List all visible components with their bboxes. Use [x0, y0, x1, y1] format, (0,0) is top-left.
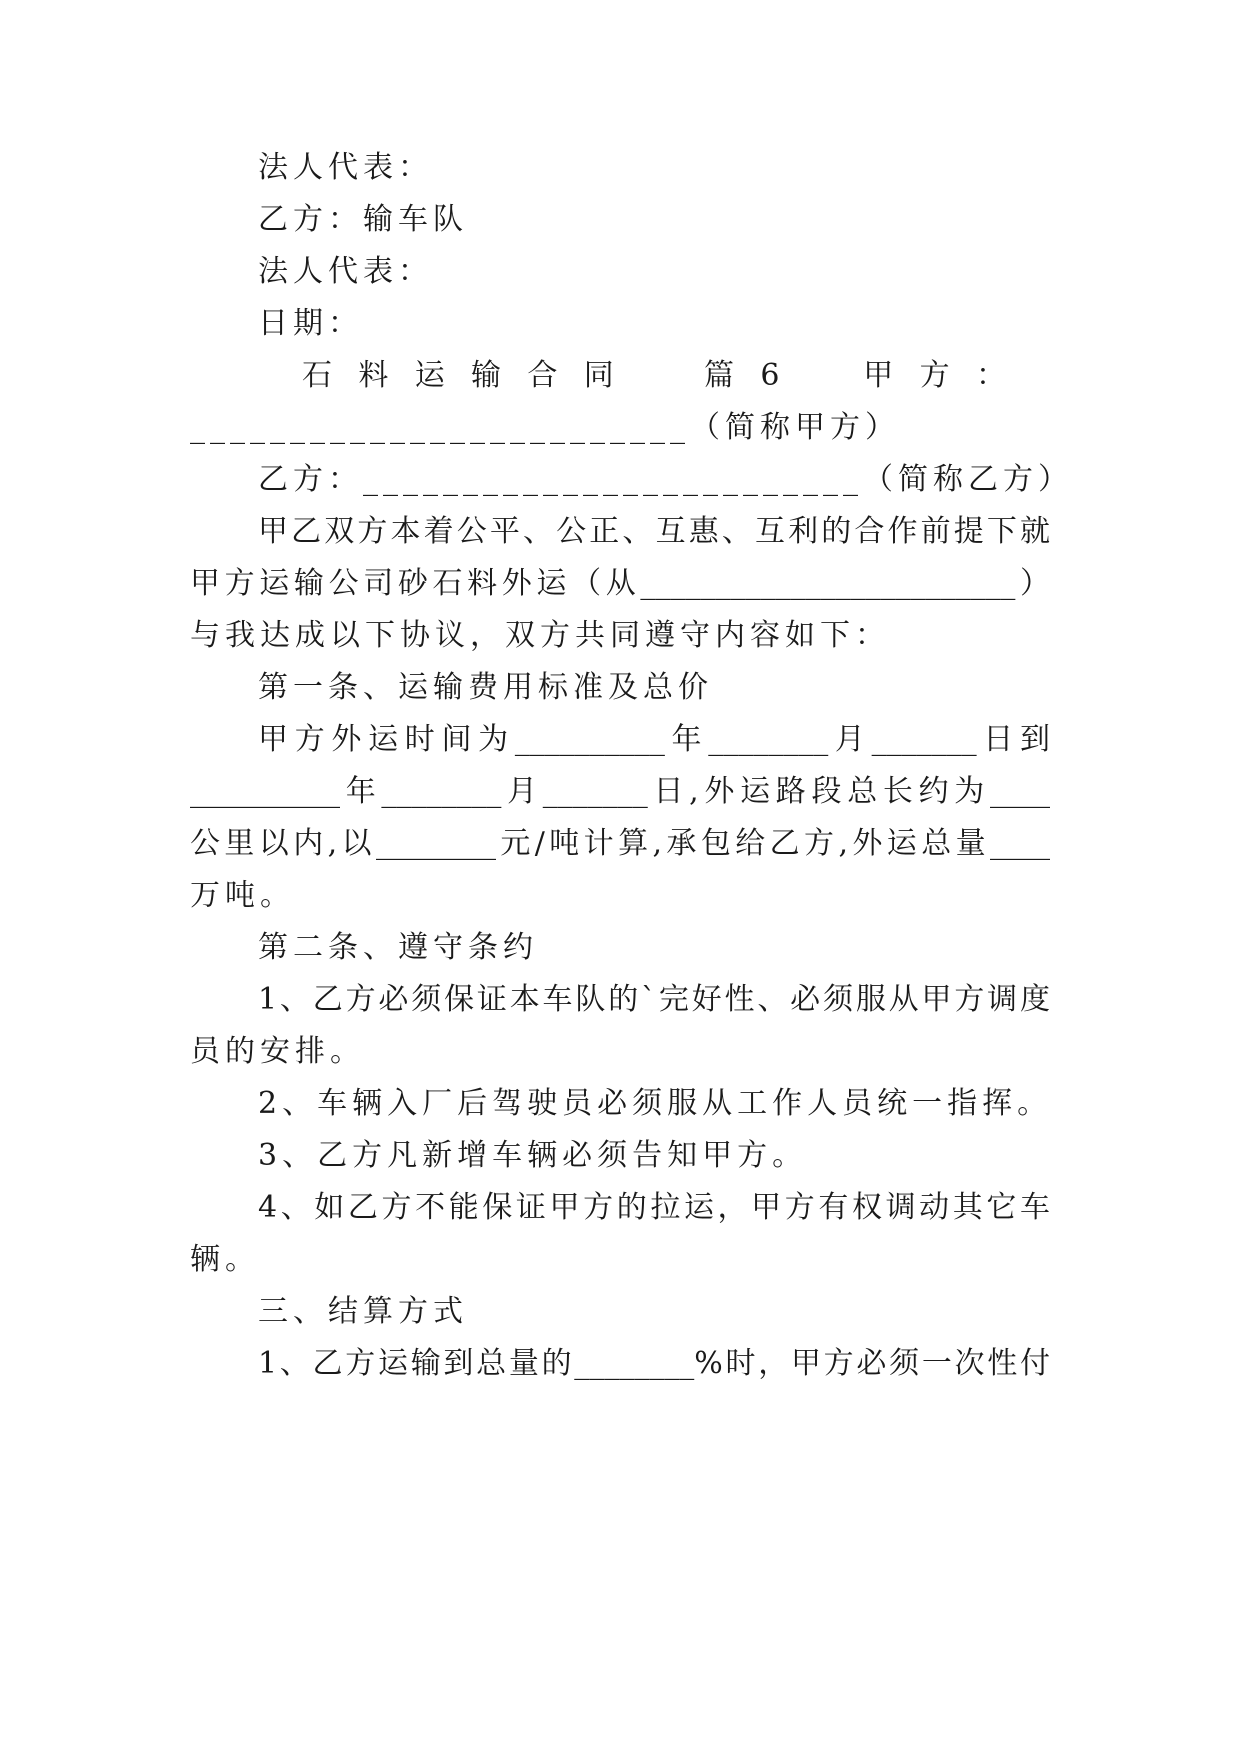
text-line: 辆。: [190, 1242, 260, 1277]
text-line: 4、如乙方不能保证甲方的拉运，甲方有权调动其它车: [258, 1190, 1050, 1225]
text-line: __________年________月_______日,外运路段总长约为____: [190, 774, 1050, 809]
text-line: 法人代表：: [258, 150, 433, 185]
text-line: _________________________（简称甲方）: [190, 410, 900, 445]
text-line: 乙方：输车队: [258, 202, 468, 237]
text-line: 3、乙方凡新增车辆必须告知甲方。: [258, 1138, 808, 1173]
section-heading: 第一条、运输费用标准及总价: [258, 670, 713, 705]
text-line: 2、车辆入厂后驾驶员必须服从工作人员统一指挥。: [258, 1086, 1053, 1121]
text-line: 法人代表：: [258, 254, 433, 289]
text-line: 1、乙方运输到总量的________%时，甲方必须一次性付: [258, 1346, 1050, 1381]
text-line: 甲乙双方本着公平、公正、互惠、互利的合作前提下就: [258, 514, 1050, 549]
text-line: 员的安排。: [190, 1034, 365, 1069]
section-heading: 第二条、遵守条约: [258, 930, 538, 965]
text-line: 日期：: [258, 306, 363, 341]
text-line: 公里以内,以________元/吨计算,承包给乙方,外运总量____: [190, 826, 1050, 861]
text-line: 甲方运输公司砂石料外运（从_________________________）: [190, 566, 1050, 601]
text-line: 甲方外运时间为__________年________月_______日到: [258, 722, 1050, 757]
section-title-line: 石料运输合同 篇6 甲方：: [302, 358, 1026, 393]
text-line: 与我达成以下协议，双方共同遵守内容如下：: [190, 618, 890, 653]
section-heading: 三、结算方式: [258, 1294, 468, 1329]
text-line: 万吨。: [190, 878, 295, 913]
text-line: 1、乙方必须保证本车队的`完好性、必须服从甲方调度: [258, 982, 1050, 1017]
text-line: 乙方：_________________________（简称乙方）: [258, 462, 1073, 497]
